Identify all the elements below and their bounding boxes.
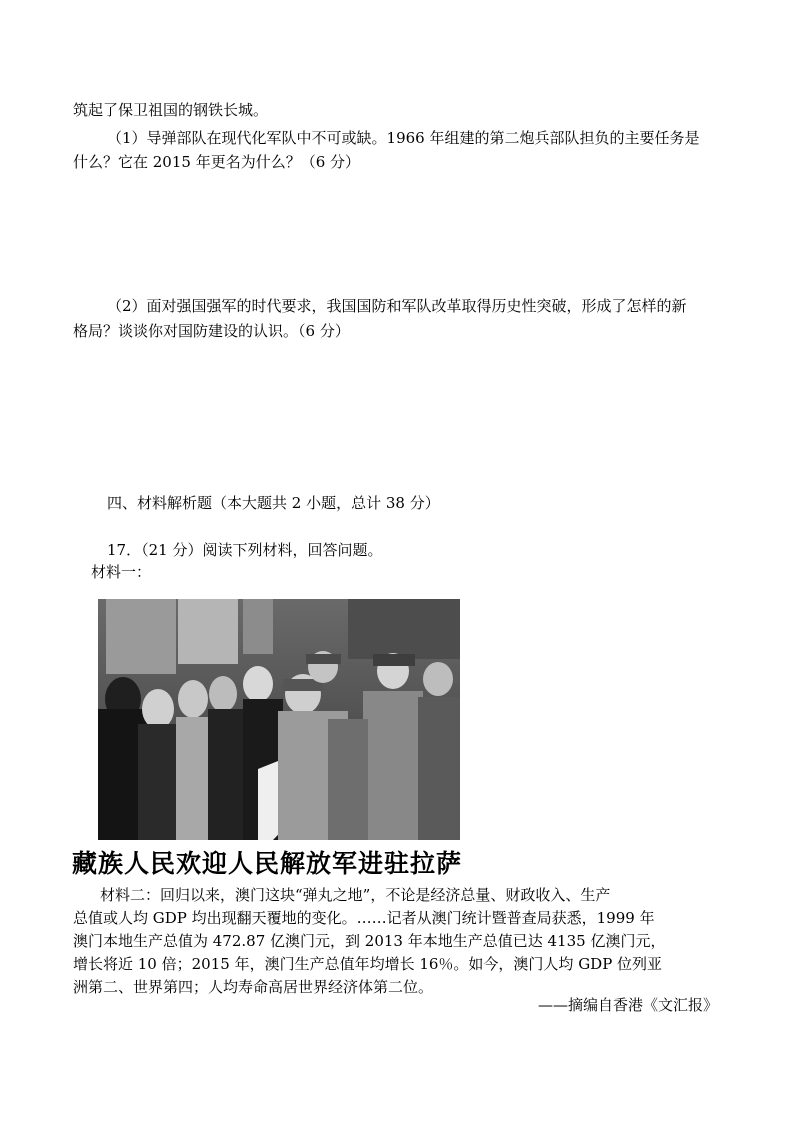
- material-2-line-1: 材料二：回归以来，澳门这块“弹丸之地”，不论是经济总量、财政收入、生产: [100, 886, 611, 904]
- intro-tail-text: 筑起了保卫祖国的钢铁长城。: [73, 101, 269, 119]
- historical-photo: [98, 599, 460, 840]
- photo-caption: 藏族人民欢迎人民解放军进驻拉萨: [72, 849, 463, 878]
- material-2-line-3: 澳门本地生产总值为 472.87 亿澳门元，到 2013 年本地生产总值已达 4135 亿澳门元，: [73, 932, 666, 950]
- material-1-label: 材料一：: [91, 563, 152, 581]
- question-2-line-2: 格局？谈谈你对国防建设的认识。（6 分）: [73, 322, 350, 340]
- question-1-line-1: （1）导弹部队在现代化军队中不可或缺。1966 年组建的第二炮兵部队担负的主要任务是: [107, 129, 700, 147]
- material-2-line-2: 总值或人均 GDP 均出现翻天覆地的变化。……记者从澳门统计暨普查局获悉，1999 年: [73, 909, 655, 927]
- material-2-source: ——摘编自香港《文汇报》: [537, 996, 718, 1014]
- material-2-line-5: 洲第二、世界第四；人均寿命高居世界经济体第二位。: [73, 978, 434, 996]
- question-2-line-1: （2）面对强国强军的时代要求，我国国防和军队改革取得历史性突破，形成了怎样的新: [107, 297, 687, 315]
- material-2-line-4: 增长将近 10 倍；2015 年，澳门生产总值年均增长 16％。如今，澳门人均 GDP 位列亚: [73, 955, 663, 973]
- section-four-heading: 四、材料解析题（本大题共 2 小题，总计 38 分）: [107, 494, 440, 512]
- question-1-line-2: 什么？它在 2015 年更名为什么？（6 分）: [73, 153, 361, 171]
- question-17-prompt: 17．（21 分）阅读下列材料，回答问题。: [107, 541, 383, 559]
